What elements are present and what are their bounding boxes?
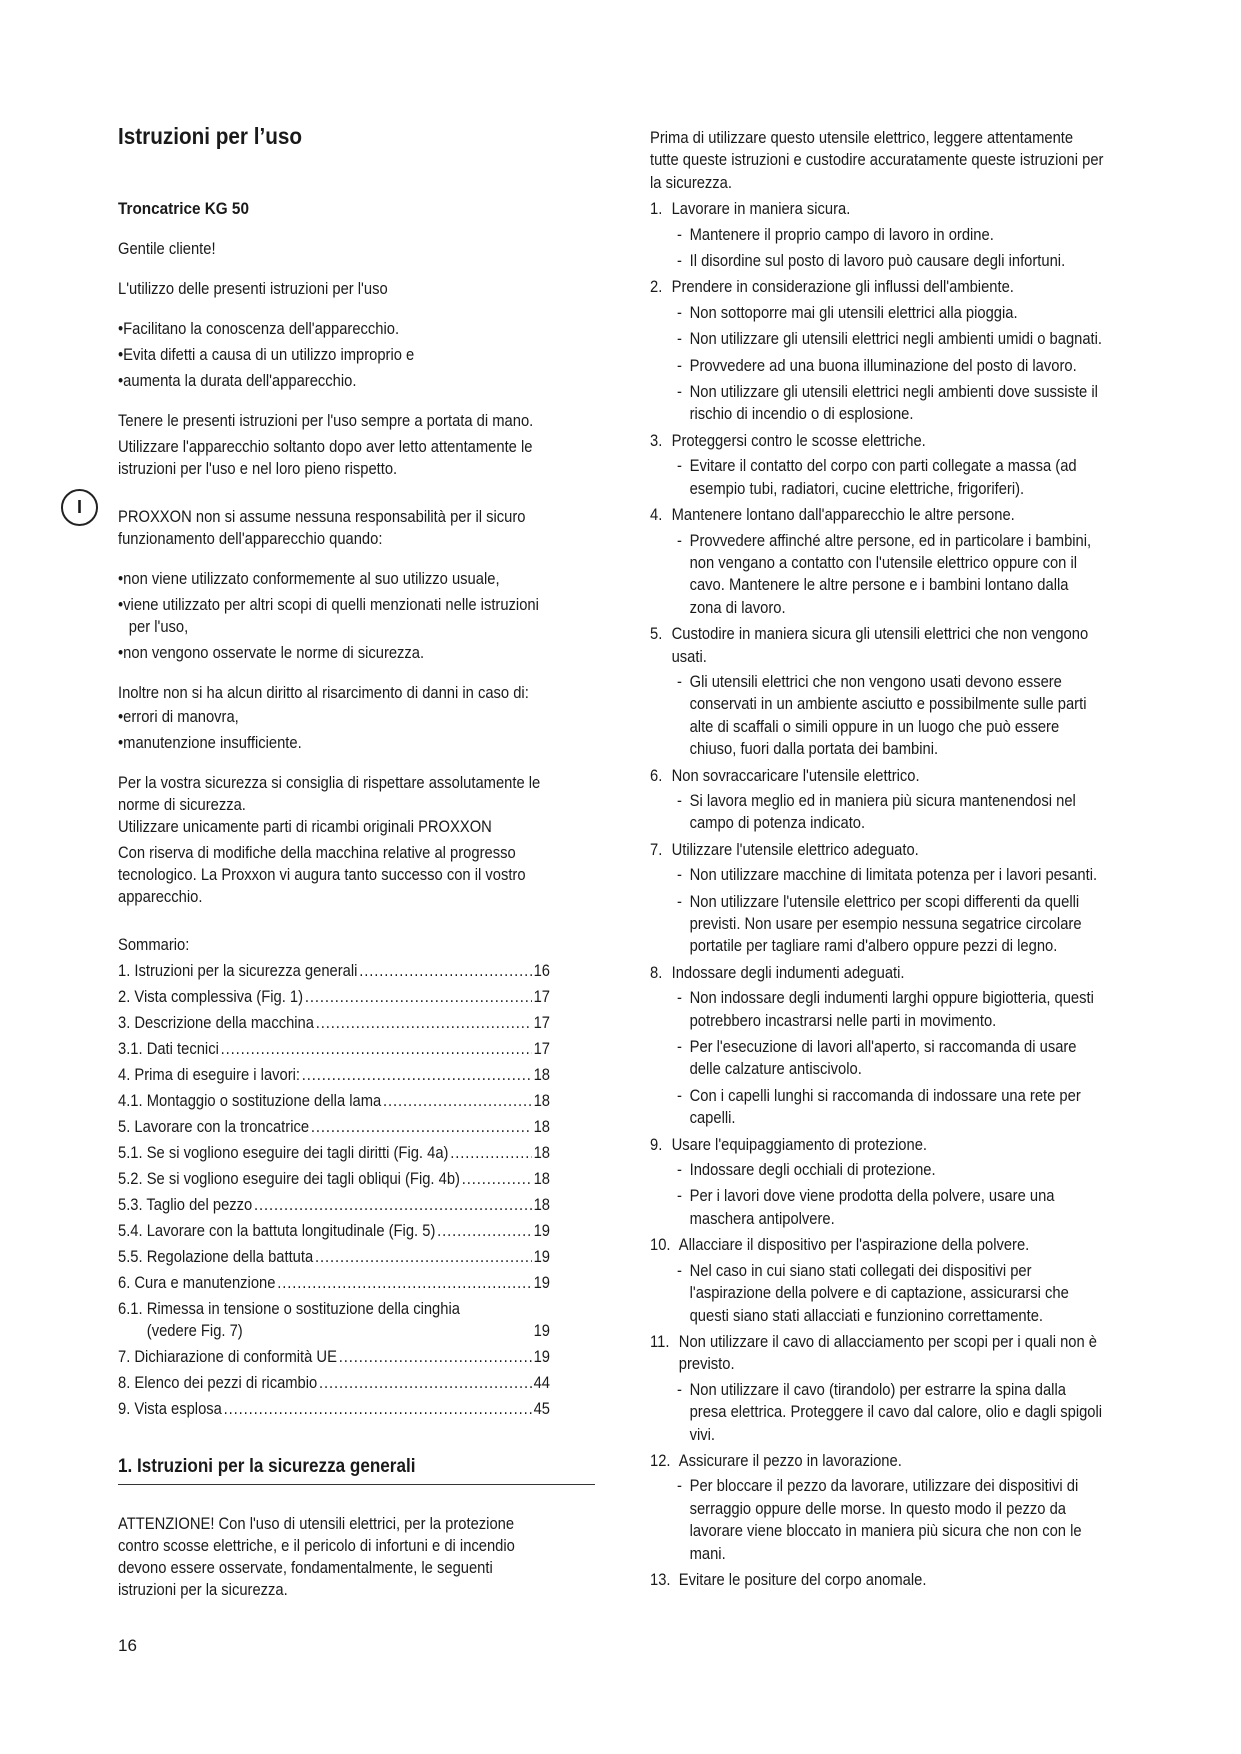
rule-number: 3.: [650, 431, 663, 450]
toc-item: 6.1. Rimessa in tensione o sostituzione della cinghia (vedere Fig. 7) 19: [118, 1300, 550, 1340]
rule-title: Non utilizzare il cavo di allacciamento per scopi per i quali non è previsto.: [678, 1332, 1097, 1374]
toc-item: 6. Cura e manutenzione ..... 19: [118, 1272, 550, 1294]
rule-title: Lavorare in maniera sicura.: [671, 200, 851, 219]
liability-list: [118, 568, 550, 664]
safety-rule: [650, 504, 1105, 526]
warning-text: ATTENZIONE! Con l'uso di utensili elettrici, per la protezione contro scosse elettriche, e il pericolo di infortuni e di incendio devono essere osservate, fondamentalmente, le seguenti istruzioni per la sicurezza.: [118, 1515, 515, 1599]
toc-item: 1. Istruzioni per la sicurezza generali ..... 16: [118, 960, 550, 982]
rule-number: 8.: [650, 963, 663, 982]
keep-instructions-text: Tenere le presenti istruzioni per l'uso sempre a portata di mano.: [118, 412, 534, 430]
toc-item: 5.2. Se si vogliono eseguire dei tagli obliqui (Fig. 4b) ..... 18: [118, 1168, 550, 1190]
safety-rule: [650, 430, 1105, 452]
toc-item: 8. Elenco dei pezzi di ricambio ..... 44: [118, 1372, 550, 1394]
safety-rule: [650, 198, 1105, 220]
safety-rule: [650, 623, 1105, 668]
rule-detail: - Con i capelli lunghi si raccomanda di indossare una rete per capelli.: [677, 1086, 1081, 1128]
rule-detail: - Nel caso in cui siano stati collegati dei dispositivi per l'aspirazione della polvere e di captazione, assicurarsi che questi siano stati allacciati e funzionino correttamente.: [677, 1261, 1069, 1325]
toc-title: Sommario:: [118, 936, 190, 954]
rule-number: 10.: [650, 1236, 671, 1255]
toc-item: 5. Lavorare con la troncatrice ..... 18: [118, 1116, 550, 1138]
rule-title: Utilizzare l'utensile elettrico adeguato.: [671, 840, 919, 859]
rule-detail: - Gli utensili elettrici che non vengono usati devono essere conservati in un ambiente asciutto e possibilmente sulle parti alte di scaffali o simili oppure in un luogo che può essere chiuso, fuori dalla portata dei bambini.: [677, 672, 1087, 759]
rule-detail: - Per i lavori dove viene prodotta della polvere, usare una maschera antipolvere.: [677, 1187, 1055, 1228]
liability-text: PROXXON non si assume nessuna responsabilità per il sicuro funzionamento dell'apparecchio quando:: [118, 508, 526, 548]
rule-number: 2.: [650, 278, 663, 297]
toc-item: 4.1. Montaggio o sostituzione della lama ..... 18: [118, 1090, 550, 1112]
greeting: Gentile cliente!: [118, 240, 216, 258]
product-subtitle: Troncatrice KG 50: [118, 199, 249, 218]
toc-item: 5.4. Lavorare con la battuta longitudinale (Fig. 5) ..... 19: [118, 1220, 550, 1242]
toc-item: 5.3. Taglio del pezzo ..... 18: [118, 1194, 550, 1216]
rule-detail: - Per bloccare il pezzo da lavorare, utilizzare dei dispositivi di serraggio oppure delle morse. In questo modo il pezzo da lavorare viene bloccato in maniera più sicura che non con le mani.: [677, 1477, 1082, 1563]
rule-detail: - Si lavora meglio ed in maniera più sicura mantenendosi nel campo di potenza indicato.: [677, 791, 1076, 833]
list-item: • non vengono osservate le norme di sicurezza.: [118, 642, 550, 664]
right-column: [650, 127, 1105, 1594]
toc-item: 4. Prima di eseguire i lavori: ..... 18: [118, 1064, 550, 1086]
rule-detail: - Non utilizzare il cavo (tirandolo) per estrarre la spina dalla presa elettrica. Proteggere il cavo dal calore, olio e dagli spigoli vivi.: [677, 1380, 1103, 1444]
safety-text: Per la vostra sicurezza si consiglia di rispettare assolutamente le norme di sicurezza.: [118, 774, 541, 814]
damages-text: Inoltre non si ha alcun diritto al risarcimento di danni in caso di:: [118, 684, 529, 702]
rule-detail: - Il disordine sul posto di lavoro può causare degli infortuni.: [677, 252, 1066, 271]
safety-rule: [650, 1450, 1105, 1472]
rule-number: 6.: [650, 766, 663, 785]
safety-rule: [650, 839, 1105, 861]
use-instructions-text: Utilizzare l'apparecchio soltanto dopo aver letto attentamente le istruzioni per l'uso e nel loro pieno rispetto.: [118, 438, 533, 478]
safety-rules-list: [650, 198, 1105, 1591]
damages-list: [118, 706, 550, 754]
toc-item: 2. Vista complessiva (Fig. 1) ..... 17: [118, 986, 550, 1008]
safety-rule: [650, 1134, 1105, 1156]
toc-item: 3. Descrizione della macchina ..... 17: [118, 1012, 550, 1034]
toc-item: 5.1. Se si vogliono eseguire dei tagli diritti (Fig. 4a) ..... 18: [118, 1142, 550, 1164]
left-column: [118, 122, 550, 1601]
toc-item: 3.1. Dati tecnici ..... 17: [118, 1038, 550, 1060]
rule-number: 4.: [650, 506, 663, 525]
rule-number: 12.: [650, 1451, 671, 1470]
rule-title: Usare l'equipaggiamento di protezione.: [671, 1135, 928, 1154]
rule-detail: - Evitare il contatto del corpo con parti collegate a massa (ad esempio tubi, radiatori, cucine elettriche, frigoriferi).: [677, 457, 1077, 498]
list-item: • Evita difetti a causa di un utilizzo improprio e: [118, 344, 550, 366]
rule-detail: - Non utilizzare gli utensili elettrici negli ambienti dove sussiste il rischio di incendio o di esplosione.: [677, 383, 1098, 424]
list-item: • aumenta la durata dell'apparecchio.: [118, 370, 550, 392]
rule-detail: - Indossare degli occhiali di protezione.: [677, 1161, 936, 1180]
rule-title: Allacciare il dispositivo per l'aspirazione della polvere.: [678, 1236, 1030, 1255]
toc-item: 5.5. Regolazione della battuta ..... 19: [118, 1246, 550, 1268]
rule-title: Non sovraccaricare l'utensile elettrico.: [671, 766, 920, 785]
rule-title: Prendere in considerazione gli influssi dell'ambiente.: [671, 278, 1014, 297]
toc-item: 9. Vista esplosa ..... 45: [118, 1398, 550, 1420]
table-of-contents: [118, 960, 550, 1420]
list-item: • viene utilizzato per altri scopi di quelli menzionati nelle istruzioni per l'uso,: [118, 594, 550, 638]
rule-title: Mantenere lontano dall'apparecchio le altre persone.: [671, 506, 1015, 525]
page-number: 16: [118, 1636, 137, 1655]
rule-detail: - Per l'esecuzione di lavori all'aperto, si raccomanda di usare delle calzature antiscivolo.: [677, 1038, 1077, 1079]
rule-detail: - Provvedere affinché altre persone, ed in particolare i bambini, non vengano a contatto con l'utensile elettrico oppure con il cavo. Mantenere le altre persone e i bambini lontano dalla zona di lavoro.: [677, 531, 1092, 617]
safety-rule: [650, 1331, 1105, 1376]
rule-title: Custodire in maniera sicura gli utensili elettrici che non vengono usati.: [671, 625, 1089, 666]
rule-title: Indossare degli indumenti adeguati.: [671, 963, 905, 982]
rule-detail: - Non utilizzare l'utensile elettrico per scopi differenti da quelli previsti. Non usare per esempio nessuna segatrice circolare portatile per tagliare rami d'albero oppure pezzi di legno.: [677, 892, 1082, 956]
rule-detail: - Mantenere il proprio campo di lavoro in ordine.: [677, 225, 994, 244]
safety-rule: [650, 1569, 1105, 1591]
rule-detail: - Provvedere ad una buona illuminazione del posto di lavoro.: [677, 356, 1077, 375]
list-item: • Facilitano la conoscenza dell'apparecchio.: [118, 318, 550, 340]
rule-detail: - Non indossare degli indumenti larghi oppure bigiotteria, questi potrebbero incastrarsi nelle parti in movimento.: [677, 989, 1094, 1030]
rule-number: 11.: [650, 1332, 670, 1351]
rule-number: 5.: [650, 625, 663, 644]
list-item: • non viene utilizzato conformemente al suo utilizzo usuale,: [118, 568, 550, 590]
rule-number: 9.: [650, 1135, 663, 1154]
section-heading: 1. Istruzioni per la sicurezza generali: [118, 1456, 595, 1485]
intro-text: L'utilizzo delle presenti istruzioni per l'uso: [118, 280, 388, 298]
list-item: • errori di manovra,: [118, 706, 550, 728]
safety-rule: [650, 1234, 1105, 1256]
rule-detail: - Non sottoporre mai gli utensili elettrici alla pioggia.: [677, 303, 1018, 322]
rule-detail: - Non utilizzare gli utensili elettrici negli ambienti umidi o bagnati.: [677, 330, 1103, 349]
safety-rule: [650, 962, 1105, 984]
language-badge: I: [61, 489, 98, 526]
rule-detail: - Non utilizzare macchine di limitata potenza per i lavori pesanti.: [677, 866, 1098, 885]
safety-rule: [650, 765, 1105, 787]
safety-rule: [650, 276, 1105, 298]
intro-list: [118, 318, 550, 392]
toc-item: 7. Dichiarazione di conformità UE ..... 19: [118, 1346, 550, 1368]
rule-number: 7.: [650, 840, 663, 859]
rule-title: Evitare le positure del corpo anomale.: [678, 1570, 927, 1589]
rule-title: Assicurare il pezzo in lavorazione.: [678, 1451, 902, 1470]
spare-parts-text: Utilizzare unicamente parti di ricambi originali PROXXON: [118, 818, 492, 836]
page-title: Istruzioni per l’uso: [118, 123, 303, 149]
rule-number: 13.: [650, 1570, 671, 1589]
safety-intro: Prima di utilizzare questo utensile elettrico, leggere attentamente tutte queste istruzioni e custodire accuratamente queste istruzioni per la sicurezza.: [650, 129, 1104, 192]
rule-title: Proteggersi contro le scosse elettriche.: [671, 431, 926, 450]
list-item: • manutenzione insufficiente.: [118, 732, 550, 754]
modifications-text: Con riserva di modifiche della macchina relative al progresso tecnologico. La Proxxon vi augura tanto successo con il vostro apparecchio.: [118, 844, 526, 906]
rule-number: 1.: [650, 200, 663, 219]
